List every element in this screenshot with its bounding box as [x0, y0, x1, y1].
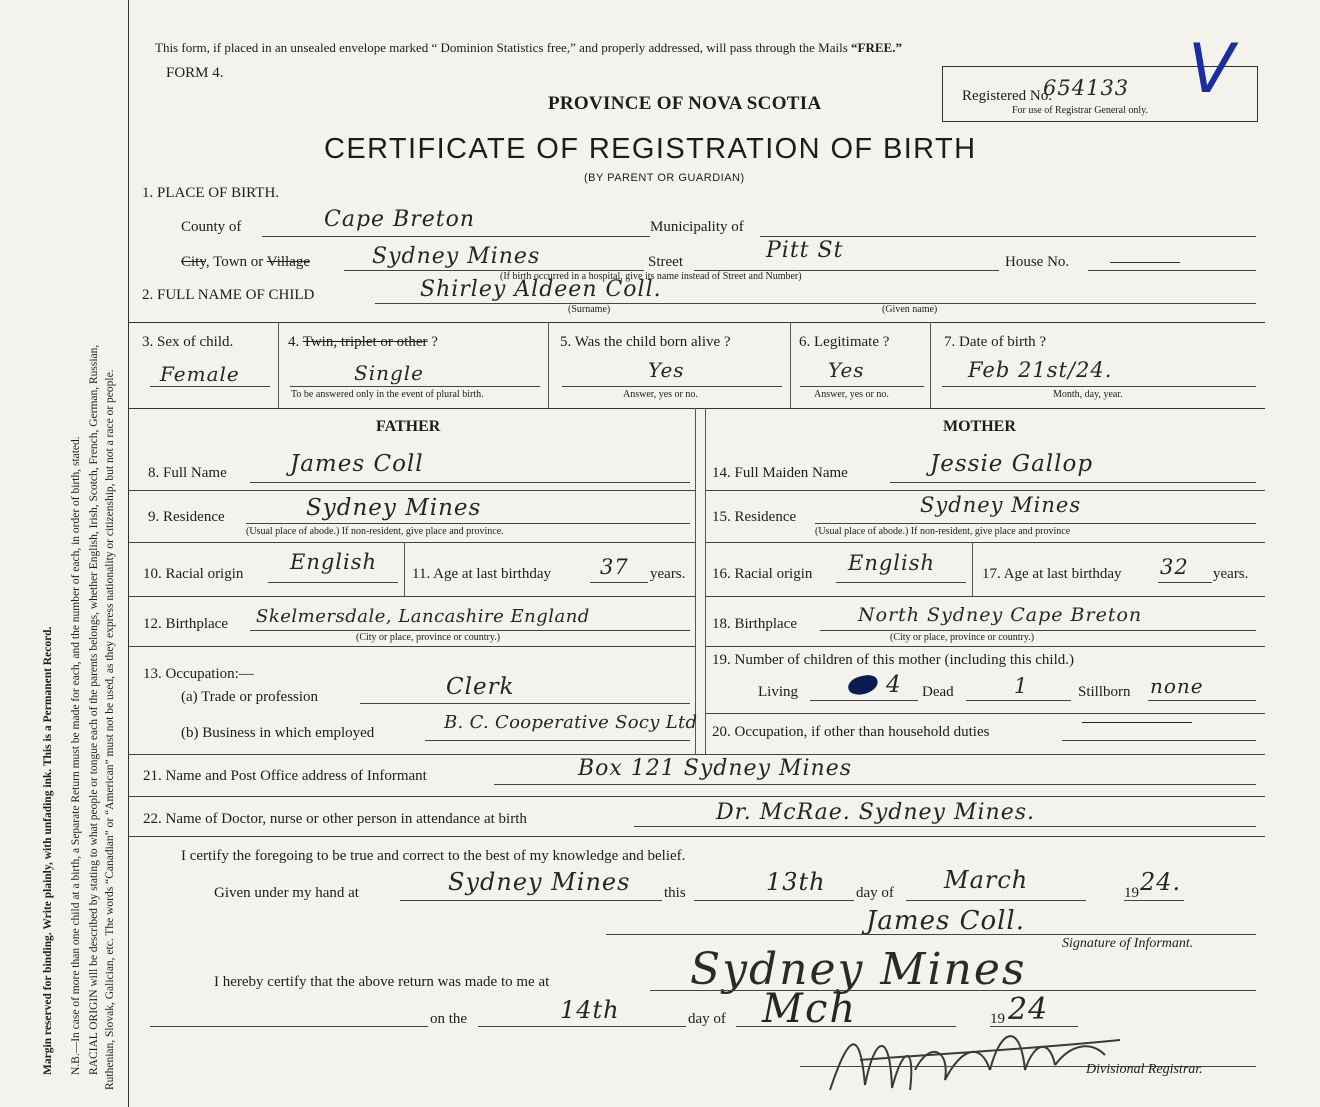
- twin-num: 4.: [288, 334, 300, 350]
- mother-age-label: 17. Age at last birthday: [982, 566, 1122, 582]
- surname-note: (Surname): [568, 304, 611, 315]
- father-name-value: James Coll: [290, 451, 424, 477]
- dob-label: 7. Date of birth ?: [944, 334, 1047, 350]
- given-place: Sydney Mines: [448, 868, 631, 896]
- margin-note-nb: N.B.—In case of more than one child at a birth, a Separate Return must be made for each, and the number of each, in order of birth, stated.: [70, 436, 82, 1075]
- occupation-heading: 13. Occupation:—: [143, 666, 254, 682]
- twin-value: Single: [354, 361, 425, 385]
- street-value: Pitt St: [766, 238, 844, 263]
- trade-value: Clerk: [446, 674, 515, 700]
- sex-label: 3. Sex of child.: [142, 334, 234, 350]
- mother-race-value: English: [848, 551, 936, 575]
- mother-age-value: 32: [1160, 555, 1189, 579]
- registrar-on-label: on the: [430, 1011, 468, 1027]
- margin-note-binding: Margin reserved for binding. Write plainly, with unfading ink. This is a Permanent Record.: [42, 626, 54, 1075]
- margin-note-racial-1: RACIAL ORIGIN will be described by stating to what people or tongue each of the parents belongs, whether English, Irish, Scotch, French, German, Russian,: [88, 344, 100, 1075]
- alive-note: Answer, yes or no.: [623, 389, 698, 400]
- mother-residence-note: (Usual place of abode.) If non-resident, give place and province: [815, 526, 1071, 537]
- street-label: Street: [648, 254, 683, 270]
- father-residence-note: (Usual place of abode.) If non-resident, give place and province.: [246, 526, 504, 537]
- registrar-signature: [820, 1010, 1150, 1100]
- legitimate-value: Yes: [828, 358, 865, 382]
- postal-free: “FREE.”: [851, 40, 902, 55]
- informant-label: 21. Name and Post Office address of Informant: [143, 768, 427, 784]
- father-age-value: 37: [600, 555, 629, 579]
- given-label: Given under my hand at: [214, 885, 359, 901]
- mother-race-label: 16. Racial origin: [712, 566, 813, 582]
- legitimate-note: Answer, yes or no.: [814, 389, 889, 400]
- child-name-value: Shirley Aldeen Coll.: [420, 277, 662, 302]
- father-heading: FATHER: [376, 418, 441, 435]
- postal-note-text: This form, if placed in an unsealed envelope marked “ Dominion Statistics free,” and properly addressed, will pass through the Mails: [155, 40, 848, 55]
- sex-value: Female: [160, 362, 240, 386]
- mother-birthplace-label: 18. Birthplace: [712, 616, 797, 632]
- doctor-label: 22. Name of Doctor, nurse or other person in attendance at birth: [143, 811, 527, 827]
- informant-signature: James Coll.: [866, 906, 1026, 936]
- certify-day: 13th: [766, 868, 826, 896]
- form-label: FORM 4.: [166, 65, 224, 81]
- certify-year: 24.: [1140, 868, 1182, 896]
- street-note: (If birth occurred in a hospital, give its name instead of Street and Number): [500, 271, 802, 282]
- margin-rule: [128, 0, 129, 1107]
- father-age-years: years.: [650, 566, 686, 582]
- city-label: City, Town or Village: [181, 254, 311, 270]
- father-name-label: 8. Full Name: [148, 465, 227, 481]
- registered-label: Registered No.: [962, 88, 1052, 104]
- county-label: County of: [181, 219, 242, 235]
- children-label: 19. Number of children of this mother (including this child.): [712, 652, 1075, 668]
- father-race-label: 10. Racial origin: [143, 566, 244, 582]
- business-value: B. C. Cooperative Socy Ltd: [444, 712, 698, 733]
- father-birthplace-value: Skelmersdale, Lancashire England: [256, 606, 590, 627]
- registrar-statement: I hereby certify that the above return was made to me at: [214, 974, 550, 990]
- this-label: this: [664, 885, 686, 901]
- ink-blot: [846, 673, 879, 697]
- mother-residence-value: Sydney Mines: [920, 493, 1082, 517]
- dob-value: Feb 21st/24.: [968, 358, 1113, 382]
- alive-label: 5. Was the child born alive ?: [560, 334, 731, 350]
- trade-label: (a) Trade or profession: [181, 689, 319, 705]
- father-residence-label: 9. Residence: [148, 509, 225, 525]
- dead-value: 1: [1014, 674, 1029, 698]
- mother-name-label: 14. Full Maiden Name: [712, 465, 848, 481]
- father-birthplace-note: (City or place, province or country.): [356, 632, 501, 643]
- registrar-dayof-label: day of: [688, 1011, 726, 1027]
- business-label: (b) Business in which employed: [181, 725, 375, 741]
- margin-note-racial-2: Ruthenian, Slovak, Galician, etc. The words “Canadian” or “American” must not be used, as they express nationality or citizenship, but not a race or people.: [104, 369, 116, 1090]
- divisional-registrar-label: Divisional Registrar.: [1086, 1062, 1203, 1077]
- twin-text: Twin, triplet or other: [302, 334, 428, 350]
- doctor-value: Dr. McRae. Sydney Mines.: [716, 800, 1035, 825]
- father-residence-value: Sydney Mines: [306, 495, 482, 521]
- mother-age-years: years.: [1213, 566, 1249, 582]
- registered-number: 654133: [1043, 76, 1130, 100]
- signature-informant-label: Signature of Informant.: [1062, 936, 1194, 951]
- certify-statement: I certify the foregoing to be true and correct to the best of my knowledge and belief.: [181, 848, 686, 864]
- page-title: CERTIFICATE OF REGISTRATION OF BIRTH: [324, 133, 977, 165]
- living-label: Living: [758, 684, 798, 700]
- registrar-year-prefix: 19: [990, 1011, 1005, 1027]
- mother-birthplace-note: (City or place, province or country.): [890, 632, 1035, 643]
- province-heading: PROVINCE OF NOVA SCOTIA: [548, 93, 822, 114]
- dob-note: Month, day, year.: [1053, 389, 1123, 400]
- twin-label: [288, 334, 438, 351]
- informant-value: Box 121 Sydney Mines: [578, 756, 853, 781]
- page-subtitle: (BY PARENT OR GUARDIAN): [584, 172, 745, 184]
- county-value: Cape Breton: [324, 207, 476, 232]
- mother-birthplace-value: North Sydney Cape Breton: [858, 604, 1143, 626]
- mother-heading: MOTHER: [943, 418, 1016, 435]
- stillborn-value: none: [1150, 674, 1204, 698]
- certify-month: March: [944, 866, 1029, 894]
- mother-occupation-label: 20. Occupation, if other than household duties: [712, 724, 990, 740]
- living-value: 4: [886, 672, 902, 698]
- twin-q: ?: [431, 334, 438, 350]
- postal-note: [155, 40, 902, 56]
- legitimate-label: 6. Legitimate ?: [799, 334, 890, 350]
- child-name-label: 2. FULL NAME OF CHILD: [142, 287, 315, 303]
- father-age-label: 11. Age at last birthday: [412, 566, 551, 582]
- mother-name-value: Jessie Gallop: [930, 451, 1094, 477]
- check-mark: V: [1188, 30, 1235, 109]
- registrar-day: 14th: [560, 996, 620, 1024]
- registrar-month: Mch: [762, 986, 858, 1032]
- alive-value: Yes: [648, 358, 685, 382]
- twin-note: To be answered only in the event of plural birth.: [291, 389, 484, 400]
- mother-residence-label: 15. Residence: [712, 509, 797, 525]
- dead-label: Dead: [922, 684, 954, 700]
- stillborn-label: Stillborn: [1078, 684, 1131, 700]
- registered-note: For use of Registrar General only.: [1012, 105, 1148, 116]
- place-of-birth-heading: 1. PLACE OF BIRTH.: [142, 185, 280, 201]
- father-race-value: English: [290, 550, 378, 574]
- city-value: Sydney Mines: [372, 244, 541, 269]
- given-name-note: (Given name): [882, 304, 938, 315]
- municipality-label: Municipality of: [650, 219, 744, 235]
- registrar-place: Sydney Mines: [690, 944, 1027, 995]
- certify-year-prefix: 19: [1124, 885, 1139, 901]
- house-label: House No.: [1005, 254, 1070, 270]
- certify-dayof-label: day of: [856, 885, 894, 901]
- father-birthplace-label: 12. Birthplace: [143, 616, 228, 632]
- registrar-year: 24: [1008, 992, 1049, 1027]
